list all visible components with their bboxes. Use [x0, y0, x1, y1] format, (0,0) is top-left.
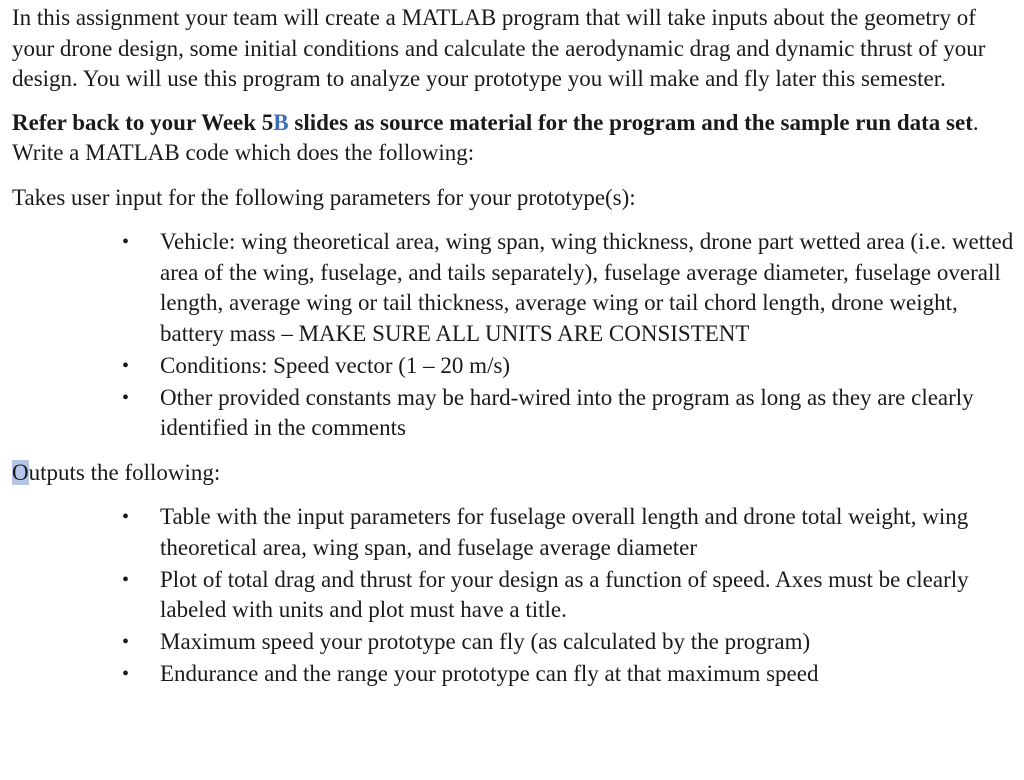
outputs-list	[12, 502, 1017, 690]
instructions-paragraph	[12, 108, 1017, 169]
list-item-text: Other provided constants may be hard-wired into the program as long as they are clearly identified in the comments	[160, 384, 974, 440]
selected-letter: O	[12, 459, 29, 485]
intro-paragraph: In this assignment your team will create a MATLAB program that will take inputs about the geometry of your drone design, some initial conditions and calculate the aerodynamic drag and dynamic thrust of your design. You will use this program to analyze your prototype you will make and fly later this semester.	[12, 5, 986, 91]
list-item-text: Plot of total drag and thrust for your design as a function of speed. Axes must be clearly labeled with units and plot must have a title.	[160, 566, 969, 622]
list-item-text: Conditions: Speed vector (1 – 20 m/s)	[160, 352, 511, 378]
bullet-icon: •	[122, 631, 130, 653]
list-item	[12, 502, 1017, 563]
bullet-icon: •	[122, 506, 130, 528]
list-item-text: Vehicle: wing theoretical area, wing span, wing thickness, drone part wetted area (i.e. wetted area of the wing, fuselage, and tails separately), fuselage average diameter, fuselage overall length, average wing or tail thickness, average wing or tail chord length, drone weight, battery mass – MAKE SURE ALL UNITS ARE CONSISTENT	[160, 229, 1014, 346]
list-item	[12, 627, 1017, 658]
inputs-heading: Takes user input for the following parameters for your prototype(s):	[12, 184, 636, 210]
bullet-icon: •	[122, 231, 130, 253]
bullet-icon: •	[122, 568, 130, 591]
bullet-icon: •	[122, 663, 130, 685]
outputs-heading	[12, 458, 1017, 489]
list-item	[12, 227, 1017, 349]
refer-bold-end: slides as source material for the program and the sample run data set	[288, 109, 973, 135]
list-item	[12, 351, 1017, 382]
list-item-text: Maximum speed your prototype can fly (as calculated by the program)	[160, 629, 811, 654]
bullet-icon: •	[122, 386, 130, 409]
bullet-icon: •	[122, 354, 130, 377]
list-item	[12, 383, 1017, 444]
inputs-list	[12, 227, 1017, 444]
list-item	[12, 659, 1017, 690]
document-body	[12, 3, 1017, 691]
refer-rest: . Write a MATLAB code which does the following:	[12, 109, 979, 165]
week-letter-highlight: B	[273, 109, 289, 135]
outputs-heading-rest: utputs the following:	[28, 459, 221, 485]
list-item	[12, 565, 1017, 626]
list-item-text: Table with the input parameters for fuselage overall length and drone total weight, wing theoretical area, wing span, and fuselage average diameter	[160, 504, 969, 560]
list-item-text: Endurance and the range your prototype can fly at that maximum speed	[160, 661, 819, 686]
refer-bold-start: Refer back to your Week 5	[12, 109, 274, 135]
